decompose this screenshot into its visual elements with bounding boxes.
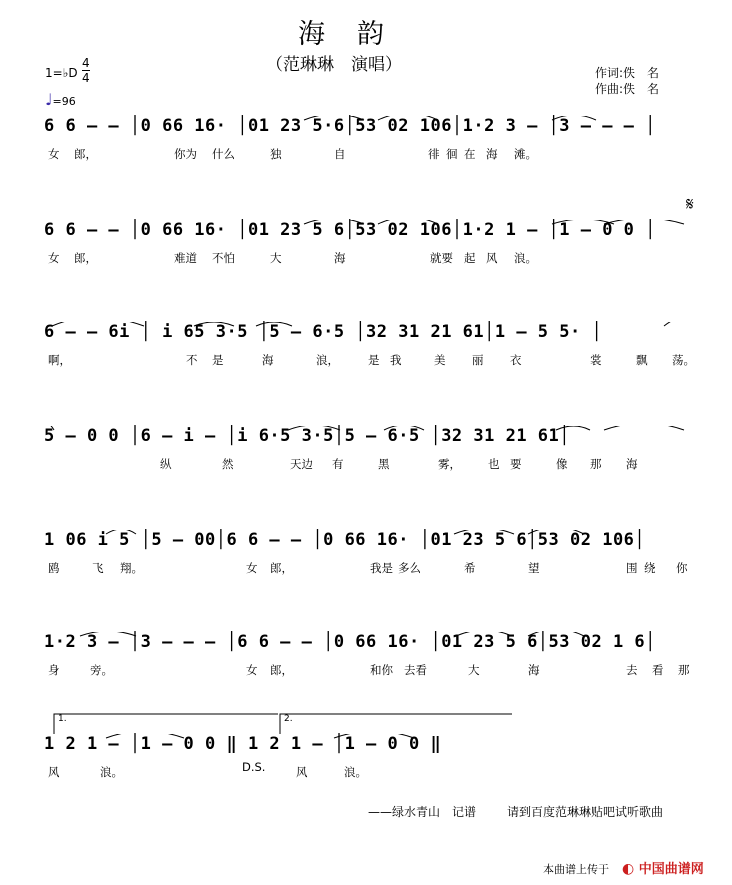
notation-row: 1 2 1 — │1 — 0 0 ‖ 1 2 1 — │1 — 0 0 ‖ <box>44 734 442 754</box>
lyricist-credit: 作词:佚 名 <box>595 66 660 80</box>
key-signature: 1=♭D <box>45 66 78 80</box>
lyric-word: 也 <box>488 457 500 471</box>
notation-row: 6 6 — — │0 66 16· │01 23 5·6│53 02 106│1·2 3 — │3 — — — │ <box>44 116 656 136</box>
lyric-word: 旁。 <box>90 663 113 677</box>
lyric-word: 那 <box>678 663 690 677</box>
lyric-word: 和你 <box>370 663 393 677</box>
lyric-word: 是 <box>212 353 224 367</box>
lyric-word: 郎， <box>270 663 293 677</box>
notation-row: 6 6 — — │0 66 16· │01 23 5 6│53 02 106│1·2 1 — │1 — 0 0 │ <box>44 220 656 240</box>
lyric-word: 郎， <box>270 561 293 575</box>
lyric-word: 女 <box>48 251 60 265</box>
lyric-word: 海 <box>262 353 274 367</box>
lyric-word: 像 <box>556 457 568 471</box>
lyric-word: 不 <box>186 353 198 367</box>
lyric-word: 海 <box>528 663 540 677</box>
ds-marking: D.S. <box>242 760 266 774</box>
lyric-word: 望 <box>528 561 540 575</box>
lyric-word: 我是 <box>370 561 393 575</box>
lyric-word: 独 <box>270 147 282 161</box>
lyric-word: 浪。 <box>514 251 537 265</box>
lyric-word: 看 <box>652 663 664 677</box>
notation-row: 1 06 i 5 │5 — 00│6 6 — — │0 66 16· │01 23 5 6│53 02 106│ <box>44 530 646 550</box>
listening-note: 请到百度范琳琳贴吧试听歌曲 <box>507 805 664 819</box>
lyric-word: 就要 <box>430 251 453 265</box>
lyric-word: 郎， <box>74 147 97 161</box>
lyric-word: 要 <box>510 457 522 471</box>
lyric-word: 大 <box>270 251 282 265</box>
lyric-word: 翔。 <box>120 561 143 575</box>
lyric-word: 浪。 <box>344 765 367 779</box>
site-logo[interactable]: ◐ 中国曲谱网 <box>622 861 704 877</box>
lyric-word: 海 <box>486 147 498 161</box>
lyric-word: 飘 <box>636 353 648 367</box>
lyric-word: 难道 <box>174 251 197 265</box>
lyric-word: 鸥 <box>48 561 60 575</box>
lyric-word: 女 <box>246 561 258 575</box>
upload-label: 本曲谱上传于 <box>543 863 609 876</box>
lyric-word: 丽 <box>472 353 484 367</box>
lyric-word: 裳 <box>590 353 602 367</box>
lyric-word: 风 <box>296 765 308 779</box>
lyric-word: 有 <box>332 457 344 471</box>
logo-icon: ◐ <box>622 861 635 877</box>
lyric-word: 徘 <box>428 147 440 161</box>
lyric-word: 飞 <box>92 561 104 575</box>
lyric-word: 美 <box>434 353 446 367</box>
lyric-word: 郎， <box>74 251 97 265</box>
lyric-word: 你为 <box>174 147 197 161</box>
notation-row: 6 — — 6i │ i 65 3·5 │5 — 6·5 │32 31 21 61│1 — 5 5· │ <box>44 322 603 342</box>
lyric-word: 围 <box>626 561 638 575</box>
lyric-word: 不怕 <box>212 251 235 265</box>
lyric-word: 绕 <box>644 561 656 575</box>
lyric-word: 你 <box>676 561 688 575</box>
lyric-word: 徊 <box>446 147 458 161</box>
lyric-word: 去 <box>626 663 638 677</box>
lyric-word: 纵 <box>160 457 172 471</box>
lyric-word: 风 <box>486 251 498 265</box>
lyric-word: 自 <box>334 147 346 161</box>
lyric-word: 多么 <box>398 561 421 575</box>
recorder-credit: ——绿水青山 记谱 <box>368 805 477 819</box>
lyric-word: 风 <box>48 765 60 779</box>
lyric-word: 在 <box>464 147 476 161</box>
lyric-word: 什么 <box>212 147 235 161</box>
segno-sign: 𝄋 <box>686 194 694 215</box>
composer-credit: 作曲:佚 名 <box>595 82 660 96</box>
notation-row: 5 — 0 0 │6 — i — │i 6·5 3·5│5 — 6·5 │32 31 21 61│ <box>44 426 571 446</box>
notation-row: 1·2 3 — │3 — — — │6 6 — — │0 66 16· │01 23 5 6│53 02 1 6│ <box>44 632 656 652</box>
lyric-word: 雾， <box>438 457 461 471</box>
second-ending-label: 2. <box>284 714 293 724</box>
lyric-word: 滩。 <box>514 147 537 161</box>
lyric-word: 起 <box>464 251 476 265</box>
lyric-word: 海 <box>334 251 346 265</box>
lyric-word: 天边 <box>290 457 313 471</box>
lyric-word: 女 <box>48 147 60 161</box>
lyric-word: 啊， <box>48 353 71 367</box>
lyric-word: 希 <box>464 561 476 575</box>
lyric-word: 荡。 <box>672 353 695 367</box>
lyric-word: 女 <box>246 663 258 677</box>
lyric-word: 然 <box>222 457 234 471</box>
lyric-word: 那 <box>590 457 602 471</box>
time-signature: 4 4 <box>82 56 90 85</box>
lyric-word: 黑 <box>378 457 390 471</box>
lyric-word: 大 <box>468 663 480 677</box>
lyric-word: 浪， <box>316 353 339 367</box>
lyric-word: 衣 <box>510 353 522 367</box>
tempo-marking: ♩=96 <box>45 90 76 109</box>
song-subtitle: （范琳琳 演唱） <box>266 55 402 75</box>
first-ending-label: 1. <box>58 714 67 724</box>
lyric-word: 去看 <box>404 663 427 677</box>
lyric-word: 身 <box>48 663 60 677</box>
lyric-word: 是 <box>368 353 380 367</box>
lyric-word: 海 <box>626 457 638 471</box>
song-title: 海韵 <box>298 19 416 50</box>
lyric-word: 浪。 <box>100 765 123 779</box>
lyric-word: 我 <box>390 353 402 367</box>
